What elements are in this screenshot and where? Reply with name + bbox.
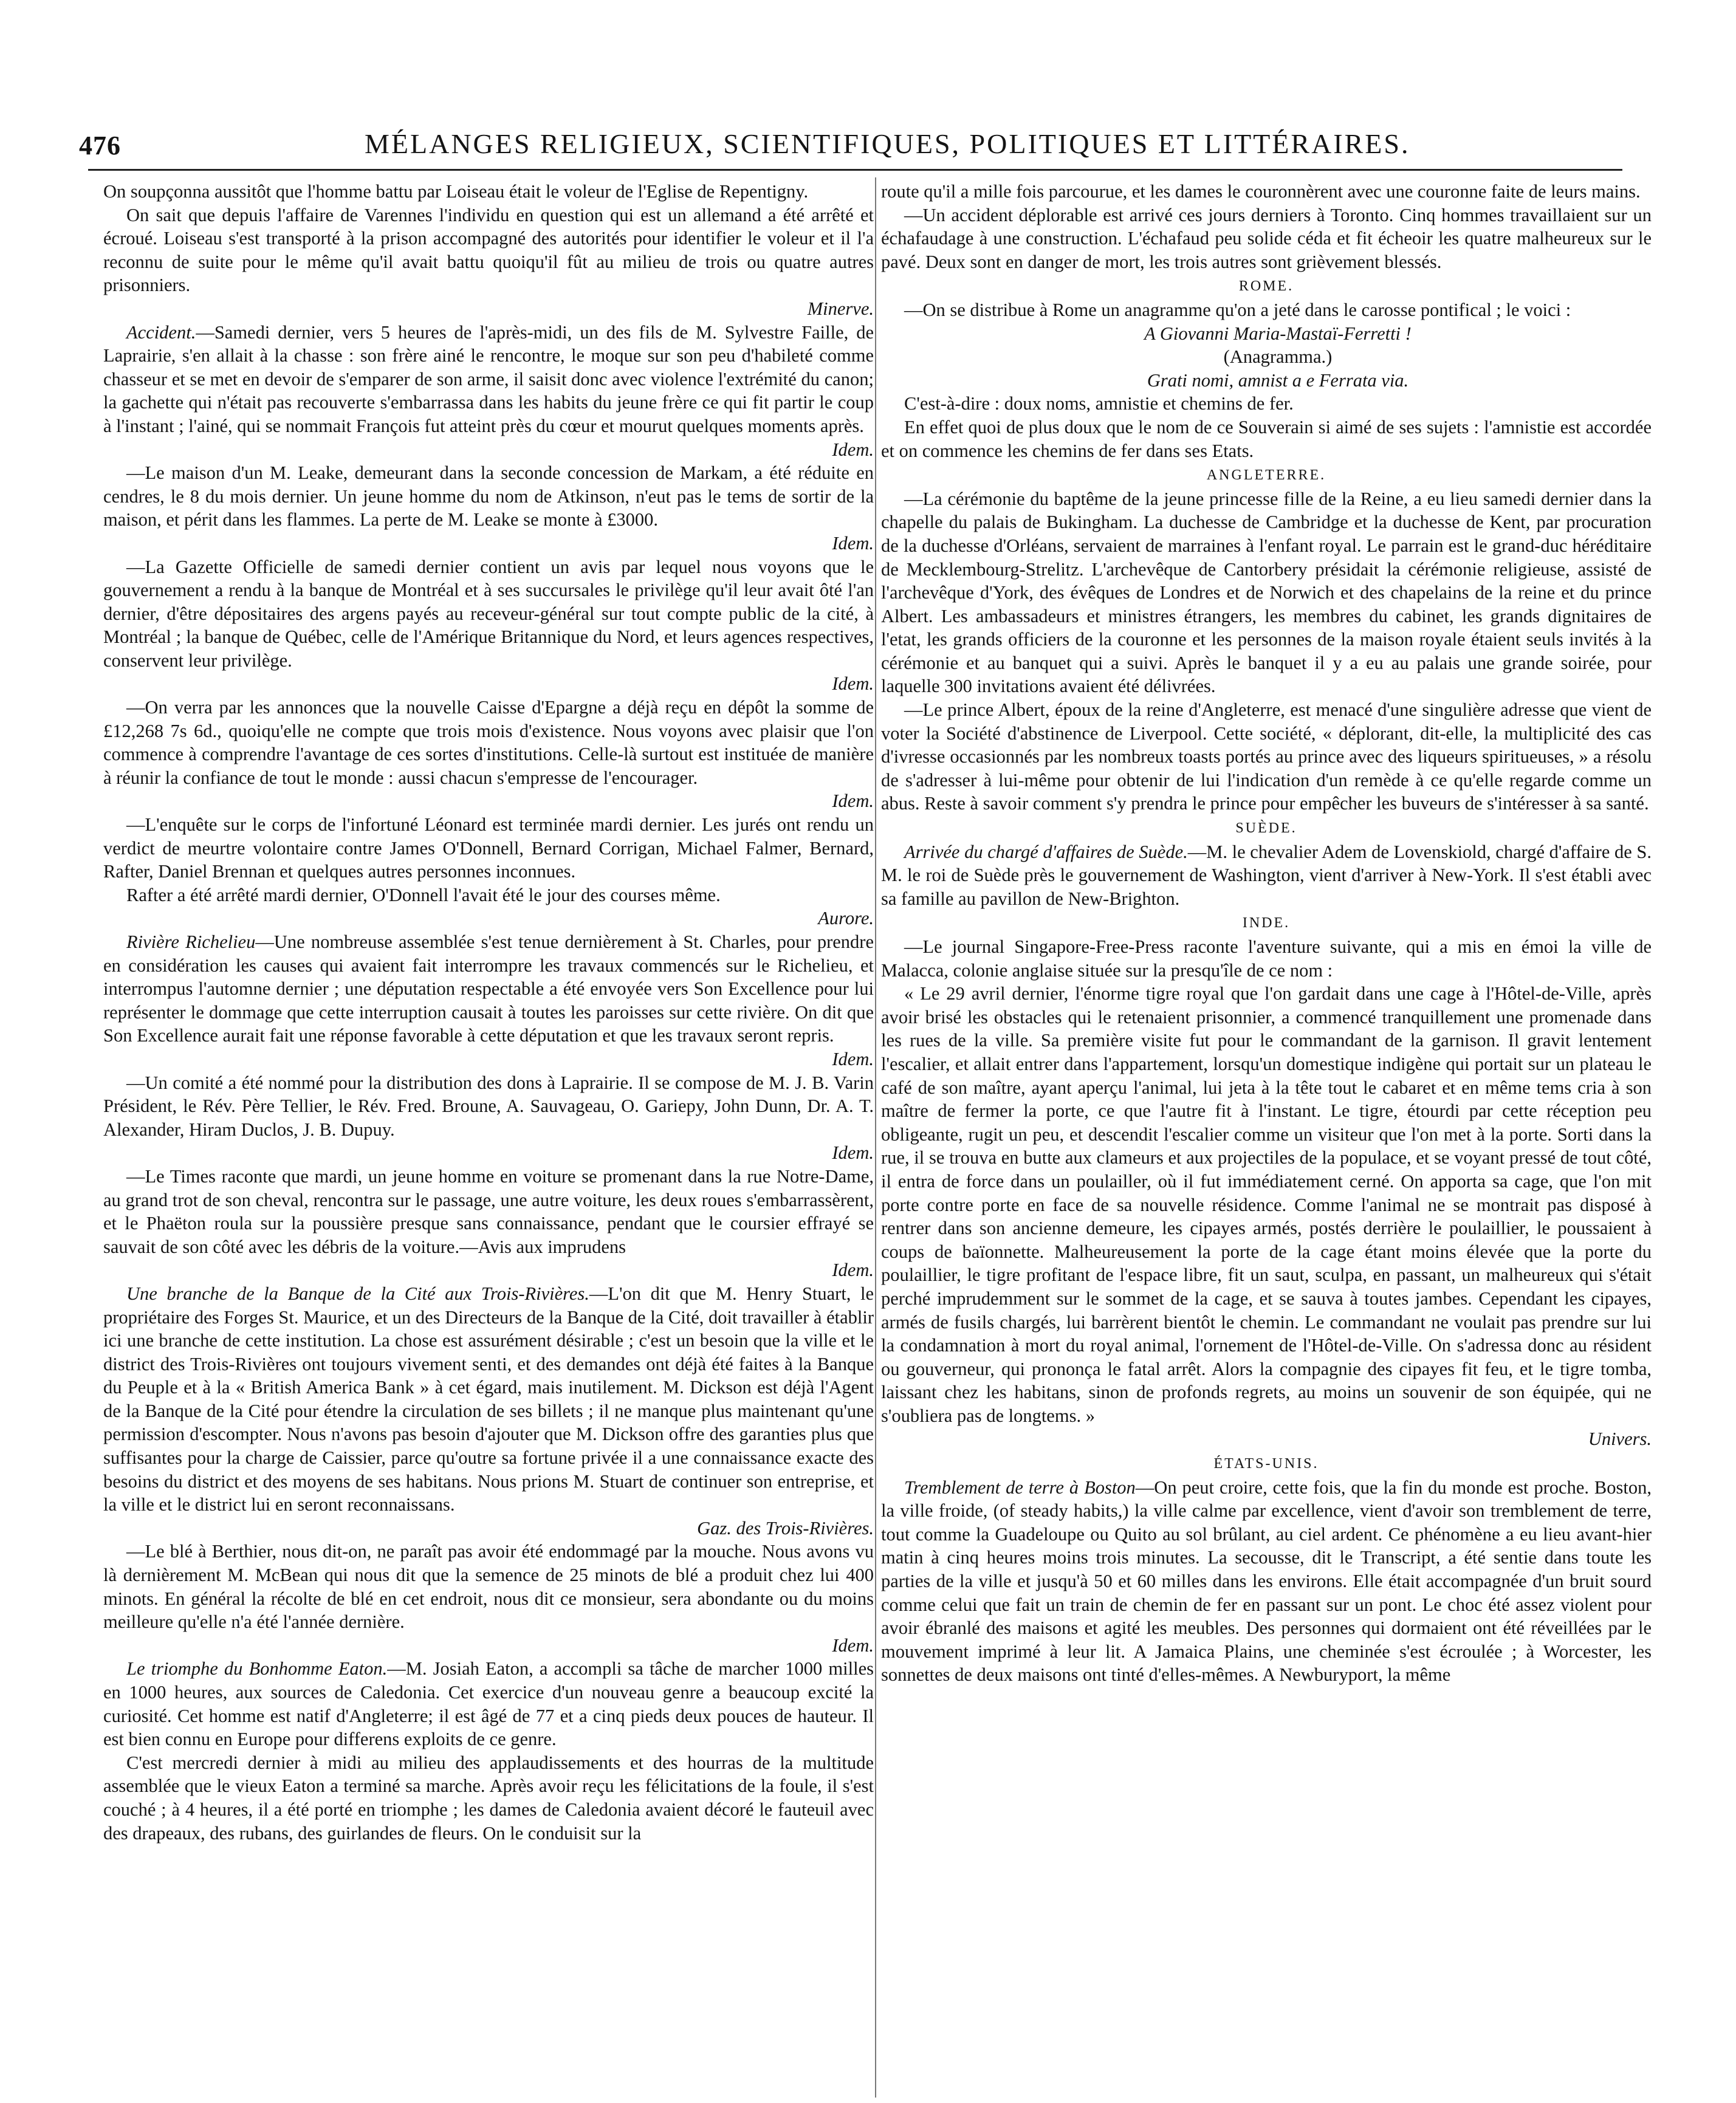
article-source: Idem. — [832, 1260, 874, 1281]
article-text: —Un comité a été nommé pour la distribution des dons à Laprairie. Il se compose de M. J. B. Varin Président, le Rév. Père Tellier, le Rév. Fred. Broune, A. Sauvageau, O. Gariepy, John Dunn, Dr. A. T. Alexander, Hiram Duclos, J. B. Dupuy. — [103, 1072, 874, 1140]
article-paragraph — [103, 1071, 874, 1165]
article-lead: Tremblement de terre à Boston — [904, 1477, 1136, 1498]
article-paragraph — [881, 982, 1652, 1451]
article-text: —La Gazette Officielle de samedi dernier contient un avis par lequel nous voyons que le gouvernement a rendu à la banque de Montréal et à ses succursales le privilège qu'il leur avait ôté l'an dernier, d'être dépositaires des argens payés au receveur-général sur tout compte public de la cité, à Montréal ; la banque de Québec, celle de l'Amérique Britannique du Nord, et leurs agences respectives, conservent leur privilège. — [103, 556, 874, 671]
section-heading: ROME. — [1238, 278, 1294, 295]
anagram-line: Grati nomi, amnist a e Ferrata via. — [1147, 369, 1409, 391]
article-paragraph — [881, 487, 1652, 698]
article-paragraph — [103, 930, 874, 1071]
article-source: Univers. — [1588, 1429, 1652, 1450]
article-text: —Le Times raconte que mardi, un jeune homme en voiture se promenant dans la rue Notre-Dame, au grand trot de son cheval, rencontra sur le passage, une autre voiture, les deux roues s'embarrassèrent, et le Phaëton roula sur la poussière presque sans connaissance, pendant que le coursier effrayé se sauvait de son côté avec les débris de la voiture.—Avis aux imprudens — [103, 1165, 874, 1257]
article-paragraph — [103, 204, 874, 297]
article-text: —Le blé à Berthier, nous dit-on, ne paraît pas avoir été endommagé par la mouche. Nous avons vu là dernièrement M. McBean qui nous dit que la semence de 25 minots de blé a produit chez lui 400 minots. En général la récolte de blé en cet endroit, nous dit ce monsieur, sera abondante ou du moins meilleure qu'elle n'a été l'année dernière. — [103, 1541, 874, 1633]
column-separator — [875, 177, 876, 2098]
article-source: Minerve. — [807, 298, 874, 319]
article-text: —On peut croire, cette fois, que la fin du monde est proche. Boston, la ville froide, (of steady habits,) la ville calme par excellence, vient d'avoir son tremblement de terre, tout comme la Guadeloupe ou Quito au sol brûlant, au ciel ardent. Ce phénomène a eu lieu avant-hier matin à cinq heures moins trois minutes. La secousse, dit le Transcript, a été sentie dans toute les parties de la ville et jusqu'à 50 et 60 milles dans les environs. Elle était accompagnée d'un bruit sourd comme celui que fait un train de chemin de fer en passant sur un pont. Le choc été assez violent pour avoir ébranlé des maisons et agité les meubles. Des personnes qui dormaient ont été réveillées par le mouvement imprimé à leur lit. A Jamaica Plains, une cheminée s'est écroulée ; à Worcester, les sonnettes de deux maisons ont tinté d'elles-mêmes. A Newburyport, la même — [881, 1477, 1652, 1686]
article-text: En effet quoi de plus doux que le nom de ce Souverain si aimé de ses sujets : l'amnistie est accordée et on commence les chemins de fer dans ses Etats. — [881, 416, 1652, 461]
article-text: —M. Josiah Eaton, a accompli sa tâche de marcher 1000 milles en 1000 heures, aux sources de Caledonia. Cet exercice d'un nouveau genre a beaucoup excité la curiosité. Cet homme est natif d'Angleterre; il est âgé de 77 et a cinq pieds deux pouces de hauteur. Il est bien connu en Europe pour differens exploits de ce genre. — [103, 1658, 874, 1750]
article-text: —L'enquête sur le corps de l'infortuné Léonard est terminée mardi dernier. Les jurés ont rendu un verdict de meurtre volontaire contre James O'Donnell, Bernard Corrigan, Michael Falmer, Bernard, Rafter, Daniel Brennan et quelques autres personnes inconnues. — [103, 814, 874, 882]
right-column — [881, 180, 1652, 2094]
article-source: Idem. — [832, 1142, 874, 1164]
article-paragraph — [103, 461, 874, 555]
article-paragraph — [881, 204, 1652, 274]
section-heading: SUÈDE. — [1235, 820, 1297, 837]
article-source: Idem. — [832, 532, 874, 554]
article-paragraph — [881, 392, 1652, 416]
article-paragraph — [103, 1751, 874, 1845]
article-source: Idem. — [832, 673, 874, 695]
article-lead: Arrivée du chargé d'affaires de Suède. — [904, 841, 1188, 862]
article-text: —On verra par les annonces que la nouvelle Caisse d'Epargne a déjà reçu en dépôt la somme de £12,268 7s 6d., quoiqu'elle ne compte que trois mois d'existence. Nous voyons avec plaisir que l'on commence à comprendre l'avantage de ces sortes d'institutions. Celle-là surtout est instituée de manière à réunir la confiance de tout le monde : aussi chacun s'empresse de l'encourager. — [103, 697, 874, 788]
anagram-line: A Giovanni Maria-Mastaï-Ferretti ! — [1144, 323, 1412, 344]
article-text: —L'on dit que M. Henry Stuart, le propriétaire des Forges St. Maurice, et un des Directeurs de la Banque de la Cité, doit travailler à établir ici une branche de cette institution. La chose est assurément désirable ; c'est un besoin que la ville et le district des Trois-Rivières ont toujours vivement senti, et des demandes ont déjà été faites à la Banque du Peuple et à la « British America Bank » à cet égard, mais inutilement. M. Dickson est déjà l'Agent de la Banque de la Cité pour étendre la circulation de ses billets ; il ne manque plus maintenant qu'une permission d'escompter. Nous n'avons pas besoin d'ajouter que M. Dickson offre des garanties plus que suffisantes pour la charge de Caissier, parce qu'outre sa fortune privée il a une connaissance exacte des besoins du district et des moyens de ses habitans. Nous prions M. Stuart de continuer son entreprise, et la ville et le district lui en seront reconnaissans. — [103, 1283, 874, 1515]
article-lead: Le triomphe du Bonhomme Eaton. — [126, 1658, 388, 1679]
article-paragraph — [881, 698, 1652, 815]
article-source: Idem. — [832, 1048, 874, 1069]
article-text: —On se distribue à Rome un anagramme qu'on a jeté dans le carosse pontifical ; le voici : — [904, 299, 1571, 320]
article-paragraph — [881, 416, 1652, 462]
article-text: —La cérémonie du baptême de la jeune princesse fille de la Reine, a eu lieu samedi dernier dans la chapelle du palais de Bukingham. La duchesse de Cambridge et la duchesse de Kent, par procuration de la duchesse d'Orléans, servaient de marraines à l'enfant royal. Le parrain est le grand-duc héréditaire de Mecklembourg-Strelitz. L'archevêque de Cantorbery présidait la cérémonie religieuse, assisté de l'archevêque d'York, des évêques de Londres et de Norwich et des chapelains de la reine et du prince Albert. Les ambassadeurs et ministres étrangers, les membres du cabinet, les grands dignitaires de l'etat, les grands officiers de la couronne et les personnes de la maison royale étaient seuls invités à la cérémonie et au banquet qui a suivi. Après le banquet il y a eu au palais une grande soirée, pour laquelle 300 invitations avaient été délivrées. — [881, 488, 1652, 697]
article-text: On soupçonna aussitôt que l'homme battu par Loiseau était le voleur de l'Eglise de Repentigny. — [103, 181, 809, 202]
article-text: —Samedi dernier, vers 5 heures de l'après-midi, un des fils de M. Sylvestre Faille, de Laprairie, s'en allait à la chasse : son frère ainé le rencontre, le moque sur son peu d'habileté comme chasseur et se met en devoir de s'emparer de son arme, il saisit donc avec violence l'extrémité du canon; la gachette qui n'était pas recouverte s'embarrassa dans les habits du jeune frère ce qui fit partir le coup à l'instant ; l'ainé, qui se nommait François fut atteint près du cœur et mourut quelques moments après. — [103, 321, 874, 436]
article-source: Idem. — [832, 791, 874, 812]
anagram-caption: (Anagramma.) — [1223, 346, 1333, 368]
article-source: Gaz. des Trois-Rivières. — [697, 1517, 874, 1539]
article-text: C'est mercredi dernier à midi au milieu des applaudissements et des hourras de la multitude assemblée que le vieux Eaton a terminé sa marche. Après avoir reçu les félicitations de la foule, il s'est couché ; à 4 heures, il a été porté en triomphe ; les dames de Caledonia avaient décoré le fauteuil avec des drapeaux, des rubans, des guirlandes de fleurs. On le conduisit sur la — [103, 1752, 874, 1844]
article-source: Aurore. — [818, 908, 874, 929]
article-text: —Un accident déplorable est arrivé ces jours derniers à Toronto. Cinq hommes travaillaient sur un échafaudage à une construction. L'échafaud peu solide céda et fit écheoir les quatre malheureux sur le pavé. Deux sont en danger de mort, les trois autres sont grièvement blessés. — [881, 204, 1652, 272]
header-rule — [88, 169, 1622, 171]
article-paragraph — [103, 696, 874, 813]
article-text: C'est-à-dire : doux noms, amnistie et chemins de fer. — [904, 393, 1294, 414]
article-lead: Une branche de la Banque de la Cité aux Trois-Rivières. — [126, 1283, 589, 1304]
article-paragraph — [881, 1476, 1652, 1687]
section-heading: INDE. — [1242, 915, 1291, 931]
article-paragraph — [103, 1282, 874, 1540]
left-column — [103, 180, 874, 2094]
article-text: —Une nombreuse assemblée s'est tenue dernièrement à St. Charles, pour prendre en considération les causes qui avaient fait interrompre les travaux commencés sur le Richelieu, et interrompus l'automne dernier ; une députation respectable a été envoyée vers Son Excellence pour lui représenter le dommage que cette interruption causait à toutes les paroisses sur cette rivière. On dit que Son Excellence aurait fait une réponse favorable à cette députation et que les travaux seront repris. — [103, 931, 874, 1046]
section-heading: ÉTATS-UNIS. — [1213, 1456, 1319, 1472]
section-heading: ANGLETERRE. — [1206, 467, 1326, 484]
article-paragraph — [103, 555, 874, 696]
article-paragraph — [103, 1540, 874, 1657]
article-source: Idem. — [832, 439, 874, 460]
article-paragraph — [881, 180, 1652, 204]
article-lead: Rivière Richelieu — [126, 931, 256, 952]
article-text: —Le prince Albert, époux de la reine d'Angleterre, est menacé d'une singulière adresse que vient de voter la Société d'abstinence de Liverpool. Cette société, « déplorant, dit-elle, la multiplicité des cas d'ivresse occasionnés par les nombreux toasts portés au prince avec des liqueurs spiritueuses, » a résolu de s'adresser à lui-même pour obtenir de lui l'indication d'un remède à ce qu'elle regarde comme un abus. Reste à savoir comment s'y prendra le prince pour empêcher les buveurs de s'intéresser à sa santé. — [881, 699, 1652, 814]
article-text: On sait que depuis l'affaire de Varennes l'individu en question qui est un allemand a été arrêté et écroué. Loiseau s'est transporté à la prison accompagné des autorités pour identifier le voleur et il l'a reconnu de suite pour le même qu'il avait battu quoiqu'il fût au milieu de trois ou quatre autres prisonniers. — [103, 204, 874, 296]
article-text: —M. le chevalier Adem de Lovenskiold, chargé d'affaire de S. M. le roi de Suède près le gouvernement de Washington, vient d'arriver à New-York. Il s'est établi avec sa famille au pavillon de New-Brighton. — [881, 841, 1652, 909]
article-paragraph — [881, 935, 1652, 982]
article-paragraph — [103, 321, 874, 438]
article-text: route qu'il a mille fois parcourue, et les dames le couronnèrent avec une couronne faite de leurs mains. — [881, 181, 1641, 202]
running-title: MÉLANGES RELIGIEUX, SCIENTIFIQUES, POLITIQUES ET LITTÉRAIRES. — [365, 128, 1410, 159]
article-text: —Le journal Singapore-Free-Press raconte l'aventure suivante, qui a mis en émoi la ville de Malacca, colonie anglaise située sur la presqu'île de ce nom : — [881, 936, 1652, 981]
article-paragraph — [103, 813, 874, 883]
article-paragraph — [881, 840, 1652, 911]
article-lead: Accident. — [126, 321, 196, 343]
article-paragraph — [881, 298, 1652, 322]
article-paragraph — [103, 1657, 874, 1751]
article-paragraph — [103, 883, 874, 930]
page-number: 476 — [79, 131, 121, 160]
page-header — [79, 128, 1622, 166]
article-source: Idem. — [832, 1635, 874, 1656]
article-paragraph — [103, 180, 874, 204]
article-paragraph — [103, 1165, 874, 1282]
article-text: —Le maison d'un M. Leake, demeurant dans la seconde concession de Markam, a été réduite en cendres, le 8 du mois dernier. Un jeune homme du nom de Atkinson, n'eut pas le tems de sortir de la maison, et périt dans les flammes. La perte de M. Leake se monte à £3000. — [103, 462, 874, 530]
article-text: « Le 29 avril dernier, l'énorme tigre royal que l'on gardait dans une cage à l'Hôtel-de-Ville, après avoir brisé les obstacles qui le retenaient prisonnier, a commencé tranquillement une promenade dans les rues de la ville. Sa première visite fut pour le commandant de la garnison. Il gravit lentement l'escalier, et allait entrer dans l'appartement, lorsqu'un domestique indigène qui portait sur un plateau le café de son maître, ayant aperçu l'animal, lui jeta à la tête tout le cabaret et en même tems cria à son maître de fermer la porte, ce que l'autre fit à l'instant. Le tigre, étourdi par cette réception peu obligeante, rugit un peu, et descendit l'escalier comme un visiteur que l'on met à la porte. Sorti dans la rue, il se trouva en butte aux clameurs et aux projectiles de la populace, et se voyant pressé de tout côté, il entra de force dans un poulailler, où il fut immédiatement cerné. On apporta sa cage, que l'on mit porte contre porte en face de sa nouvelle résidence. Comme l'animal ne se montrait pas disposé à rentrer dans son ancienne demeure, les cipayes armés, postés derrière le poulaillier, le poussaient à coups de baïonnette. Malheureusement la porte de la cage étant moins élevée que la porte du poulaillier, le tigre profitant de l'espace libre, fit un saut, sculpa, en passant, un malheureux qui s'était perché imprudemment sur le sommet de la cage, et se sauva à toutes jambes. Cependant les cipayes, armés de fusils chargés, lui barrèrent bientôt le chemin. Le commandant ne voulait pas prendre sur lui la condamnation à mort du royal animal, l'ornement de l'Hôtel-de-Ville. On s'adressa donc au résident ou gouverneur, qui prononça le fatal arrêt. Alors la compagnie des cipayes fit feu, et le tigre tomba, laissant chez les habitans, sinon de profonds regrets, au moins un souvenir de son équipée, qui ne s'oubliera pas de longtems. » — [881, 983, 1652, 1426]
article-text: Rafter a été arrêté mardi dernier, O'Donnell l'avait été le jour des courses même. — [126, 884, 721, 905]
